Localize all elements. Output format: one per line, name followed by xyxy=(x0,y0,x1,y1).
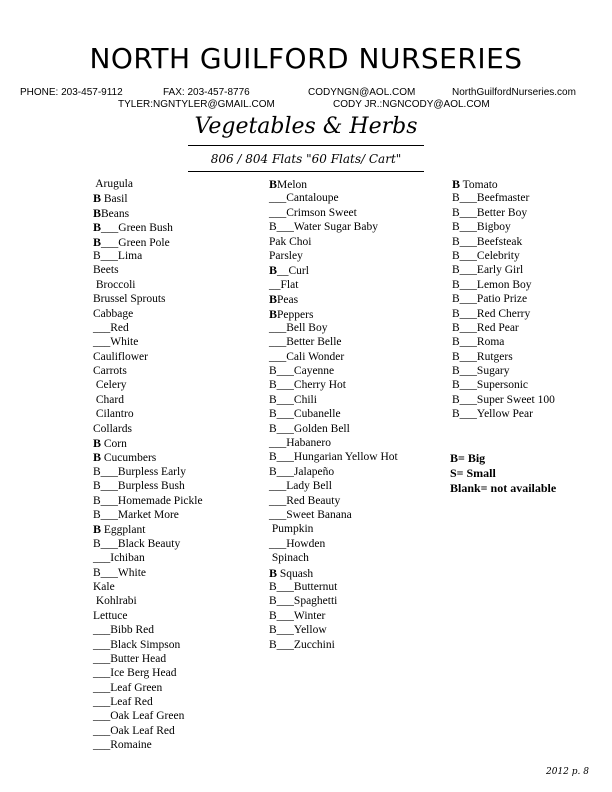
section-subtitle: Vegetables & Herbs xyxy=(194,114,418,139)
plant-name: Broccoli xyxy=(93,278,136,291)
plant-name: Cilantro xyxy=(93,408,134,421)
plant-name: B___Red Pear xyxy=(452,321,519,334)
list-item xyxy=(269,220,398,234)
plant-name: ___Sweet Banana xyxy=(269,508,352,521)
size-mark: B xyxy=(93,450,102,465)
plant-name: B___Chili xyxy=(269,393,317,406)
list-item xyxy=(93,263,203,277)
list-item xyxy=(93,695,203,709)
plant-name: B___Lemon Boy xyxy=(452,278,532,291)
list-item xyxy=(269,407,398,421)
fax-number: FAX: 203-457-8776 xyxy=(163,87,250,98)
list-item xyxy=(452,220,555,234)
plant-name: ___Better Belle xyxy=(269,336,342,349)
plant-name: Kale xyxy=(93,580,115,593)
list-item xyxy=(452,407,555,421)
plant-name: ___Leaf Red xyxy=(93,696,153,709)
list-item xyxy=(93,479,203,493)
plant-name: B___Burpless Early xyxy=(93,465,186,478)
list-item xyxy=(93,191,203,205)
list-item xyxy=(269,321,398,335)
list-item xyxy=(452,321,555,335)
list-item xyxy=(269,580,398,594)
list-item xyxy=(452,206,555,220)
plant-name: ___Green Pole xyxy=(101,236,170,249)
list-item xyxy=(269,422,398,436)
plant-name: Squash xyxy=(277,567,314,580)
list-item xyxy=(269,263,398,277)
list-item xyxy=(269,537,398,551)
list-item xyxy=(93,580,203,594)
plant-name: B___Yellow xyxy=(269,624,327,637)
plant-name: Arugula xyxy=(93,178,133,190)
plant-name: B___Cubanelle xyxy=(269,408,341,421)
plant-name: B___Patio Prize xyxy=(452,293,528,306)
size-mark: B xyxy=(269,565,278,580)
plant-name: B___Water Sugar Baby xyxy=(269,221,378,234)
list-item xyxy=(93,594,203,608)
plant-name: B___Spaghetti xyxy=(269,595,338,608)
list-item xyxy=(93,364,203,378)
list-item xyxy=(269,249,398,263)
tyler-email: TYLER:NGNTYLER@GMAIL.COM xyxy=(118,99,275,110)
plant-name: ___Leaf Green xyxy=(93,681,163,694)
plant-name: Beans xyxy=(101,207,130,220)
list-item xyxy=(93,566,203,580)
divider-top xyxy=(188,145,424,146)
plant-name: B___Homemade Pickle xyxy=(93,494,203,507)
list-item xyxy=(452,307,555,321)
list-item xyxy=(93,609,203,623)
plant-name: ___Black Simpson xyxy=(93,638,181,651)
size-mark: B xyxy=(93,220,102,235)
list-item xyxy=(269,335,398,349)
phone-number: PHONE: 203-457-9112 xyxy=(20,87,123,98)
list-item xyxy=(452,263,555,277)
list-item xyxy=(269,378,398,392)
list-item xyxy=(269,436,398,450)
list-item xyxy=(93,623,203,637)
list-item xyxy=(93,724,203,738)
plant-name: B___Burpless Bush xyxy=(93,480,185,493)
plant-name: B___Zucchini xyxy=(269,638,335,651)
list-item xyxy=(452,292,555,306)
plant-name: B___Golden Bell xyxy=(269,422,350,435)
plant-name: __Curl xyxy=(277,265,309,278)
list-item xyxy=(93,350,203,364)
list-item xyxy=(93,638,203,652)
size-legend xyxy=(450,451,556,496)
list-item xyxy=(452,364,555,378)
plant-name: Lettuce xyxy=(93,609,128,622)
list-item xyxy=(93,551,203,565)
list-item xyxy=(93,206,203,220)
list-item xyxy=(269,350,398,364)
plant-list-column-1 xyxy=(93,177,203,753)
size-mark: B xyxy=(269,292,278,307)
plant-name: B___Sugary xyxy=(452,365,510,378)
plant-name: Chard xyxy=(93,393,124,406)
plant-name: Collards xyxy=(93,422,132,435)
plant-name: Celery xyxy=(93,379,127,392)
plant-name: Peppers xyxy=(277,308,314,321)
list-item xyxy=(269,494,398,508)
list-item xyxy=(93,666,203,680)
page-footer: 2012 p. 8 xyxy=(546,767,589,777)
plant-name: ___Crimson Sweet xyxy=(269,206,357,219)
plant-name: ___Green Bush xyxy=(101,222,173,235)
plant-name: ___Ice Berg Head xyxy=(93,667,177,680)
list-item xyxy=(269,522,398,536)
list-item xyxy=(452,335,555,349)
plant-name: B___Butternut xyxy=(269,580,338,593)
plant-name: ___Habanero xyxy=(269,437,331,450)
size-mark: B xyxy=(93,522,102,537)
plant-name: Eggplant xyxy=(101,524,146,537)
list-item xyxy=(93,450,203,464)
plant-name: B___Jalapeño xyxy=(269,465,335,478)
plant-name: ___Oak Leaf Green xyxy=(93,710,185,723)
list-item xyxy=(269,638,398,652)
plant-name: ___Lady Bell xyxy=(269,480,332,493)
list-item xyxy=(93,307,203,321)
list-item xyxy=(93,407,203,421)
list-item xyxy=(93,235,203,249)
list-item xyxy=(269,508,398,522)
plant-name: B___Roma xyxy=(452,336,505,349)
legend-item: S= Small xyxy=(450,466,496,480)
plant-name: B___Super Sweet 100 xyxy=(452,393,555,406)
plant-name: Carrots xyxy=(93,365,127,378)
size-mark: B xyxy=(93,205,102,220)
plant-name: ___Ichiban xyxy=(93,552,145,565)
list-item xyxy=(452,177,555,191)
plant-name: Spinach xyxy=(269,552,309,565)
list-item xyxy=(452,191,555,205)
plant-name: Kohlrabi xyxy=(93,595,137,608)
size-mark: B xyxy=(93,191,102,206)
plant-name: ___Cantaloupe xyxy=(269,192,339,205)
list-item xyxy=(452,378,555,392)
list-item xyxy=(93,709,203,723)
plant-name: ___Bell Boy xyxy=(269,321,328,334)
list-item xyxy=(269,278,398,292)
list-item xyxy=(269,479,398,493)
plant-name: Melon xyxy=(277,179,308,191)
plant-name: Pak Choi xyxy=(269,235,312,248)
list-item xyxy=(93,292,203,306)
list-item xyxy=(93,378,203,392)
list-item xyxy=(93,220,203,234)
list-item xyxy=(93,321,203,335)
list-item xyxy=(269,292,398,306)
main-email: CODYNGN@AOL.COM xyxy=(308,87,416,98)
list-item xyxy=(93,422,203,436)
list-item xyxy=(452,235,555,249)
list-item xyxy=(93,335,203,349)
plant-name: B___Better Boy xyxy=(452,206,528,219)
size-mark: B xyxy=(269,177,278,191)
plant-name: Pumpkin xyxy=(269,523,314,536)
list-item xyxy=(452,393,555,407)
plant-name: __Flat xyxy=(269,278,299,291)
list-item xyxy=(93,537,203,551)
plant-name: ___White xyxy=(93,336,139,349)
plant-name: ___Oak Leaf Red xyxy=(93,724,175,737)
list-item xyxy=(269,191,398,205)
plant-name: Basil xyxy=(101,193,128,206)
plant-name: B___Rutgers xyxy=(452,350,513,363)
plant-name: Cucumbers xyxy=(101,452,157,465)
list-item xyxy=(93,393,203,407)
list-item xyxy=(93,494,203,508)
list-item xyxy=(93,177,203,191)
list-item xyxy=(269,594,398,608)
plant-list-column-3 xyxy=(452,177,555,422)
list-item xyxy=(269,623,398,637)
list-item xyxy=(269,307,398,321)
list-item xyxy=(452,278,555,292)
list-item xyxy=(269,566,398,580)
divider-bottom xyxy=(188,171,424,172)
list-item xyxy=(93,738,203,752)
plant-name: B___Bigboy xyxy=(452,221,511,234)
plant-name: Brussel Sprouts xyxy=(93,293,166,306)
plant-name: B___Yellow Pear xyxy=(452,408,533,421)
plant-name: B___Cherry Hot xyxy=(269,379,346,392)
plant-name: B___Red Cherry xyxy=(452,307,531,320)
plant-name: ___Bibb Red xyxy=(93,624,155,637)
plant-name: Peas xyxy=(277,294,299,307)
cody-jr-email: CODY JR.:NGNCODY@AOL.COM xyxy=(333,99,490,110)
list-item xyxy=(93,681,203,695)
plant-name: ___Butter Head xyxy=(93,652,167,665)
plant-name: B___Cayenne xyxy=(269,365,335,378)
legend-item: Blank= not available xyxy=(450,481,557,495)
list-item xyxy=(269,393,398,407)
plant-name: Corn xyxy=(101,438,127,451)
list-item xyxy=(269,450,398,464)
list-item xyxy=(269,465,398,479)
list-item xyxy=(269,177,398,191)
list-item xyxy=(452,350,555,364)
plant-name: B___Market More xyxy=(93,508,179,521)
plant-name: B___Beefmaster xyxy=(452,192,530,205)
plant-name: Beets xyxy=(93,264,119,277)
plant-name: B___White xyxy=(93,566,147,579)
plant-name: B___Early Girl xyxy=(452,264,524,277)
legend-item: B= Big xyxy=(450,451,486,465)
plant-name: B___Celebrity xyxy=(452,249,520,262)
plant-name: B___Winter xyxy=(269,609,326,622)
list-item xyxy=(93,249,203,263)
size-mark: B xyxy=(93,234,102,249)
size-mark: B xyxy=(269,306,278,321)
plant-name: B___Hungarian Yellow Hot xyxy=(269,451,398,464)
list-item xyxy=(93,436,203,450)
size-mark: B xyxy=(93,436,102,451)
flats-info: 806 / 804 Flats "60 Flats/ Cart" xyxy=(210,152,402,166)
plant-name: ___Howden xyxy=(269,537,326,550)
plant-name: Tomato xyxy=(460,179,498,191)
website: NorthGuilfordNurseries.com xyxy=(452,87,576,98)
list-item xyxy=(93,465,203,479)
list-item xyxy=(93,508,203,522)
plant-name: B___Black Beauty xyxy=(93,537,181,550)
size-mark: B xyxy=(269,263,278,278)
plant-name: Cauliflower xyxy=(93,350,148,363)
list-item xyxy=(269,206,398,220)
list-item xyxy=(93,278,203,292)
list-item xyxy=(269,609,398,623)
list-item xyxy=(452,249,555,263)
list-item xyxy=(269,364,398,378)
plant-name: ___Red xyxy=(93,321,129,334)
list-item xyxy=(93,652,203,666)
plant-name: ___Cali Wonder xyxy=(269,350,345,363)
page-title: NORTH GUILFORD NURSERIES xyxy=(89,42,523,75)
plant-name: Parsley xyxy=(269,249,303,262)
plant-name: ___Red Beauty xyxy=(269,494,341,507)
plant-name: ___Romaine xyxy=(93,739,152,752)
list-item xyxy=(269,551,398,565)
plant-name: B___Lima xyxy=(93,249,143,262)
plant-name: B___Supersonic xyxy=(452,379,529,392)
list-item xyxy=(269,235,398,249)
plant-name: B___Beefsteak xyxy=(452,235,523,248)
plant-list-column-2 xyxy=(269,177,398,652)
plant-name: Cabbage xyxy=(93,307,134,320)
size-mark: B xyxy=(452,177,461,191)
list-item xyxy=(93,522,203,536)
